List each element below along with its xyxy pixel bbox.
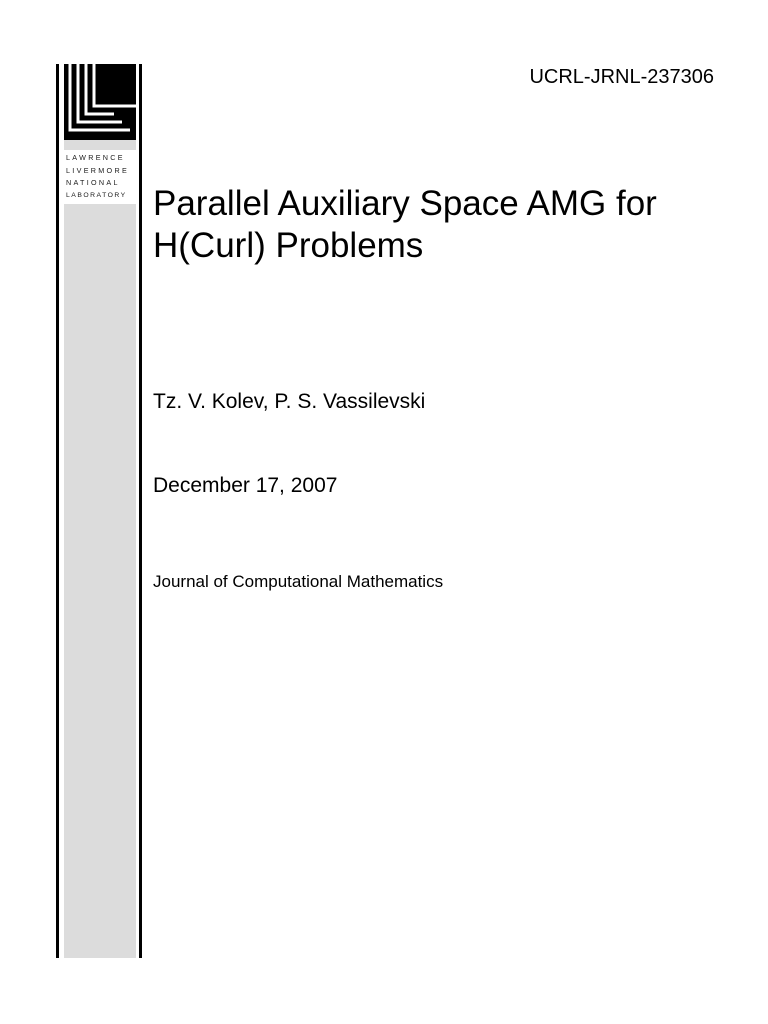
lab-name-block (64, 150, 136, 204)
publication-date: December 17, 2007 (153, 474, 338, 497)
title-line-2: H(Curl) Problems (153, 226, 424, 265)
lab-name-line-3: NATIONAL (66, 178, 120, 187)
authors: Tz. V. Kolev, P. S. Vassilevski (153, 390, 426, 413)
lab-name-line-1: LAWRENCE (66, 153, 125, 162)
document-title (153, 183, 733, 267)
title-line-1: Parallel Auxiliary Space AMG for (153, 184, 657, 223)
right-vertical-rule (139, 64, 142, 958)
lab-name-line-2: LIVERMORE (66, 165, 130, 175)
llnl-logo-icon (64, 64, 136, 140)
lab-name-line-4: LABORATORY (66, 191, 127, 199)
report-number: UCRL-JRNL-237306 (529, 66, 714, 88)
journal-name: Journal of Computational Mathematics (153, 572, 444, 591)
left-vertical-rule (56, 64, 59, 958)
